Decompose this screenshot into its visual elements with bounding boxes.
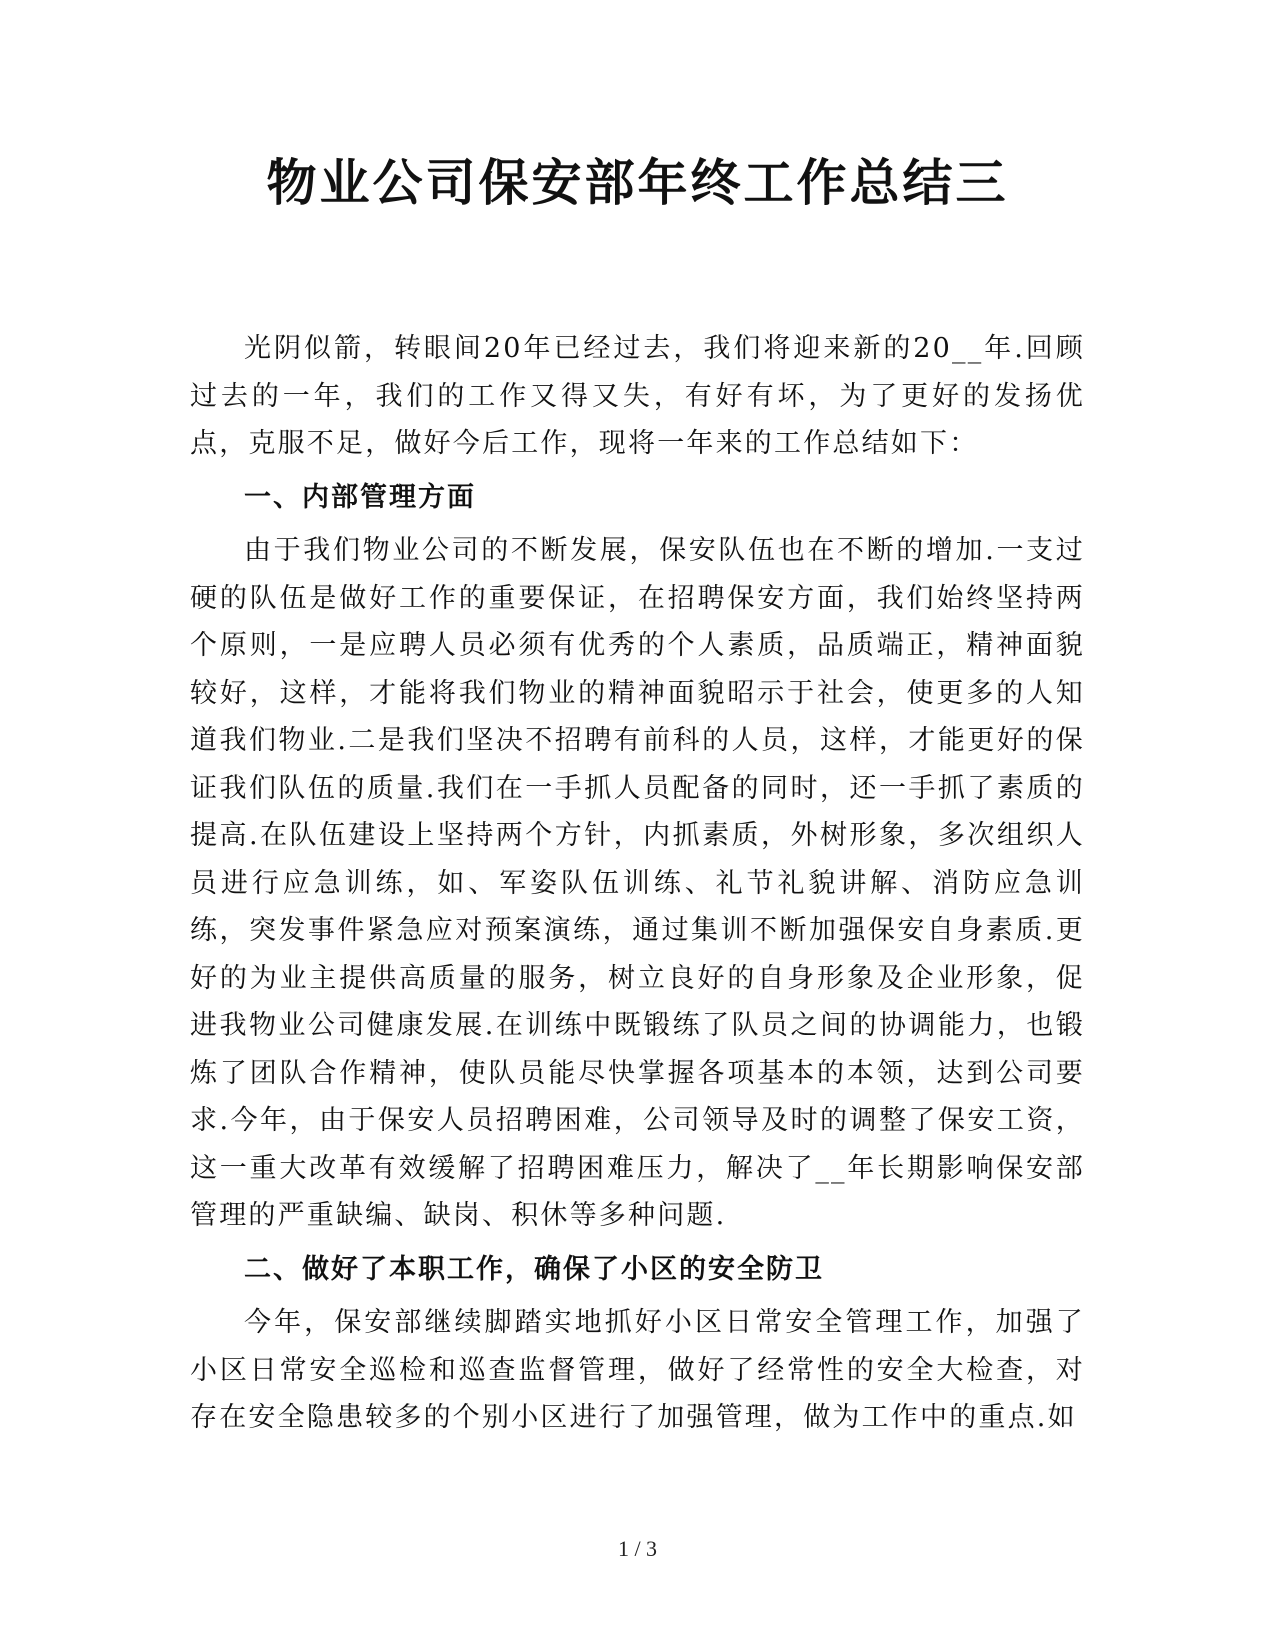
security-duty-paragraph: 今年，保安部继续脚踏实地抓好小区日常安全管理工作，加强了小区日常安全巡检和巡查监督管理，做好了经常性的安全大检查，对存在安全隐患较多的个别小区进行了加强管理，做为工作中的重点.如 <box>190 1307 1085 1433</box>
page-number: 1 / 3 <box>617 1536 658 1561</box>
document-body <box>190 325 1085 1448</box>
section-heading-security-duty: 二、做好了本职工作，确保了小区的安全防卫 <box>244 1253 824 1285</box>
internal-management-paragraph: 由于我们物业公司的不断发展，保安队伍也在不断的增加.一支过硬的队伍是做好工作的重要保证，在招聘保安方面，我们始终坚持两个原则，一是应聘人员必须有优秀的个人素质，品质端正，精神面貌较好，这样，才能将我们物业的精神面貌昭示于社会，使更多的人知道我们物业.二是我们坚决不招聘有前科的人员，这样，才能更好的保证我们队伍的质量.我们在一手抓人员配备的同时，还一手抓了素质的提高.在队伍建设上坚持两个方针，内抓素质，外树形象，多次组织人员进行应急训练，如、军姿队伍训练、礼节礼貌讲解、消防应急训练，突发事件紧急应对预案演练，通过集训不断加强保安自身素质.更好的为业主提供高质量的服务，树立良好的自身形象及企业形象，促进我物业公司健康发展.在训练中既锻练了队员之间的协调能力，也锻炼了团队合作精神，使队员能尽快掌握各项基本的本领，达到公司要求.今年，由于保安人员招聘困难，公司领导及时的调整了保安工资，这一重大改革有效缓解了招聘困难压力，解决了__年长期影响保安部管理的严重缺编、缺岗、积休等多种问题. <box>190 535 1085 1231</box>
intro-paragraph: 光阴似箭，转眼间20年已经过去，我们将迎来新的20__年.回顾过去的一年，我们的工作又得又失，有好有坏，为了更好的发扬优点，克服不足，做好今后工作，现将一年来的工作总结如下： <box>190 333 1085 459</box>
section-heading-internal-management: 一、内部管理方面 <box>244 481 476 513</box>
document-title: 物业公司保安部年终工作总结三 <box>266 153 1009 212</box>
